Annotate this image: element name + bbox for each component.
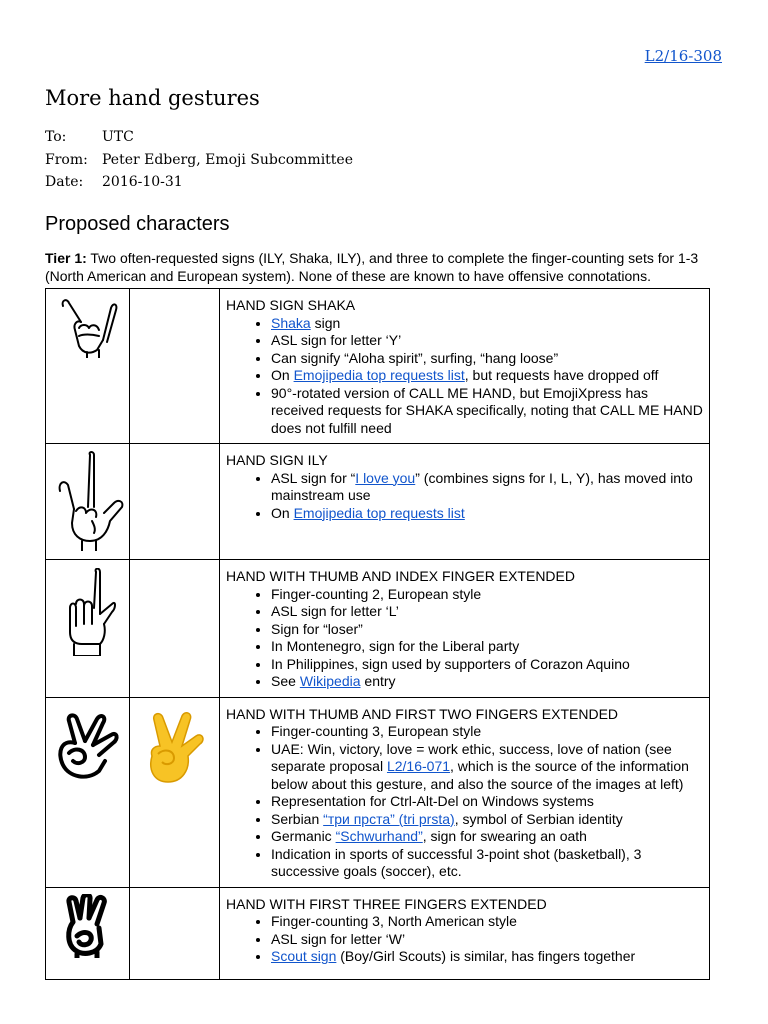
bullet-text: ASL sign for letter ‘W’	[271, 930, 406, 947]
image-cell	[46, 697, 130, 887]
bullet-item	[271, 505, 703, 523]
description-cell	[220, 560, 710, 698]
image-cell	[46, 560, 130, 698]
bullet-item	[271, 656, 703, 674]
bullet-list	[226, 315, 703, 438]
reference-link[interactable]: Wikipedia	[299, 673, 361, 689]
document-title: More hand gestures	[45, 86, 260, 110]
bullet-item	[271, 948, 703, 966]
alt-image-cell	[130, 697, 220, 887]
bullet-item	[271, 913, 703, 931]
bullet-text: Sign for “loser”	[271, 620, 363, 637]
alt-image-cell	[130, 444, 220, 560]
bullet-text: Finger-counting 3, European style	[271, 723, 482, 739]
bullet-text: Serbian	[271, 810, 324, 827]
section-heading: Proposed characters	[45, 213, 230, 235]
alt-image-cell	[130, 887, 220, 979]
bullet-text: , sign for swearing an oath	[422, 828, 587, 844]
bullet-text: On	[271, 367, 294, 383]
character-name: HAND SIGN SHAKA	[226, 297, 356, 313]
bullet-text: Finger-counting 3, North American style	[271, 913, 517, 929]
image-cell	[46, 289, 130, 444]
bullet-text: ASL sign for “	[271, 469, 356, 486]
image-cell	[46, 444, 130, 560]
three-finger-american-hand-icon	[63, 894, 113, 958]
description-cell	[220, 289, 710, 444]
character-name: HAND WITH THUMB AND INDEX FINGER EXTENDED	[226, 568, 575, 584]
bullet-item	[271, 621, 703, 639]
memo-header	[45, 126, 353, 194]
bullet-text: Finger-counting 2, European style	[271, 585, 482, 602]
yellow-three-finger-emoji-icon	[142, 710, 208, 786]
memo-to-value: UTC	[102, 129, 134, 145]
memo-from-row	[45, 149, 353, 172]
bullet-text: See	[271, 673, 300, 689]
bullet-item	[271, 332, 703, 350]
reference-link[interactable]: Emojipedia top requests list	[293, 504, 465, 521]
tier-label: Tier 1:	[45, 250, 87, 266]
bullet-text: entry	[360, 673, 396, 689]
description-cell	[220, 444, 710, 560]
reference-link[interactable]: Scout sign	[271, 948, 337, 964]
bullet-item	[271, 586, 703, 604]
bullet-item	[271, 811, 703, 829]
bullet-item	[271, 931, 703, 949]
bullet-list	[226, 586, 703, 691]
bullet-text: (Boy/Girl Scouts) is similar, has fingers together	[336, 948, 636, 964]
document-reference-link[interactable]: L2/16-308	[644, 47, 722, 65]
reference-link[interactable]: I love you	[355, 469, 416, 486]
memo-from-value: Peter Edberg, Emoji Subcommittee	[102, 151, 353, 168]
table-row	[46, 289, 710, 444]
character-name: HAND SIGN ILY	[226, 452, 328, 468]
bullet-text: In Philippines, sign used by supporters of Corazon Aquino	[271, 655, 630, 672]
table-row	[46, 697, 710, 887]
bullet-text: In Montenegro, sign for the Liberal party	[271, 638, 520, 654]
bullet-item	[271, 638, 703, 656]
memo-date-row	[45, 171, 353, 194]
image-cell	[46, 887, 130, 979]
bullet-item	[271, 385, 703, 438]
alt-image-cell	[130, 560, 220, 698]
three-finger-european-hand-icon	[55, 713, 121, 783]
bullet-text: 90°-rotated version of CALL ME HAND, but EmojiXpress has received requests for SHAKA specifically, noting that CALL ME HAND does not fulfill need	[271, 384, 703, 436]
bullet-text: Indication in sports of successful 3-point shot (basketball), 3 successive goals (soccer), etc.	[271, 845, 642, 879]
reference-link[interactable]: “три прста” (tri prsta)	[323, 810, 455, 827]
bullet-item	[271, 367, 703, 385]
bullet-text: , symbol of Serbian identity	[454, 810, 623, 827]
bullet-text: Germanic	[271, 828, 336, 844]
reference-link[interactable]: Emojipedia top requests list	[293, 367, 465, 383]
bullet-item	[271, 603, 703, 621]
table-row	[46, 560, 710, 698]
tier-text: Two often-requested signs (ILY, Shaka, ILY), and three to complete the finger-counting sets for 1-3 (North American and European system). None of these are known to have offensive connotations.	[45, 250, 699, 284]
bullet-item	[271, 828, 703, 846]
bullet-item	[271, 793, 703, 811]
memo-to-row	[45, 126, 353, 149]
bullet-item	[271, 315, 703, 333]
bullet-text: , but requests have dropped off	[464, 367, 659, 383]
table-row	[46, 444, 710, 560]
memo-date-value: 2016-10-31	[102, 174, 183, 190]
table-row	[46, 887, 710, 979]
shaka-hand-icon	[57, 294, 119, 358]
bullet-text: , which is the source of the information below about this gesture, and also the source of the images at left)	[271, 758, 689, 792]
bullet-list	[226, 723, 703, 881]
bullet-text: sign	[310, 314, 341, 331]
character-name: HAND WITH THUMB AND FIRST TWO FINGERS EXTENDED	[226, 705, 619, 722]
bullet-text: ASL sign for letter ‘L’	[271, 603, 399, 619]
bullet-item	[271, 846, 703, 881]
ily-hand-icon	[52, 451, 124, 551]
bullet-list	[226, 913, 703, 966]
reference-link[interactable]: L2/16-071	[386, 758, 451, 774]
bullet-text: On	[271, 504, 294, 521]
bullet-item	[271, 741, 703, 794]
bullet-text: Representation for Ctrl-Alt-Del on Windows systems	[271, 793, 594, 809]
bullet-list	[226, 470, 703, 523]
bullet-text: ASL sign for letter ‘Y’	[271, 332, 402, 348]
description-cell	[220, 887, 710, 979]
reference-link[interactable]: “Schwurhand”	[335, 828, 423, 844]
bullet-text: Can signify “Aloha spirit”, surfing, “hang loose”	[271, 349, 559, 366]
memo-to-label: To:	[45, 129, 67, 145]
memo-from-label: From:	[45, 151, 88, 168]
bullet-item	[271, 673, 703, 691]
bullet-text: UAE: Win, victory, love = work ethic, success, love of nation (see separate proposal	[271, 740, 672, 774]
bullet-text: ” (combines signs for I, L, Y), has moved into mainstream use	[271, 469, 693, 503]
bullet-item	[271, 350, 703, 368]
memo-date-label: Date:	[45, 174, 84, 190]
description-cell	[220, 697, 710, 887]
reference-link[interactable]: Shaka	[271, 314, 311, 331]
proposal-table	[45, 288, 710, 980]
tier-description	[45, 250, 725, 285]
bullet-item	[271, 723, 703, 741]
thumb-index-hand-icon	[60, 568, 116, 656]
alt-image-cell	[130, 289, 220, 444]
bullet-item	[271, 470, 703, 505]
character-name: HAND WITH FIRST THREE FINGERS EXTENDED	[226, 895, 547, 912]
